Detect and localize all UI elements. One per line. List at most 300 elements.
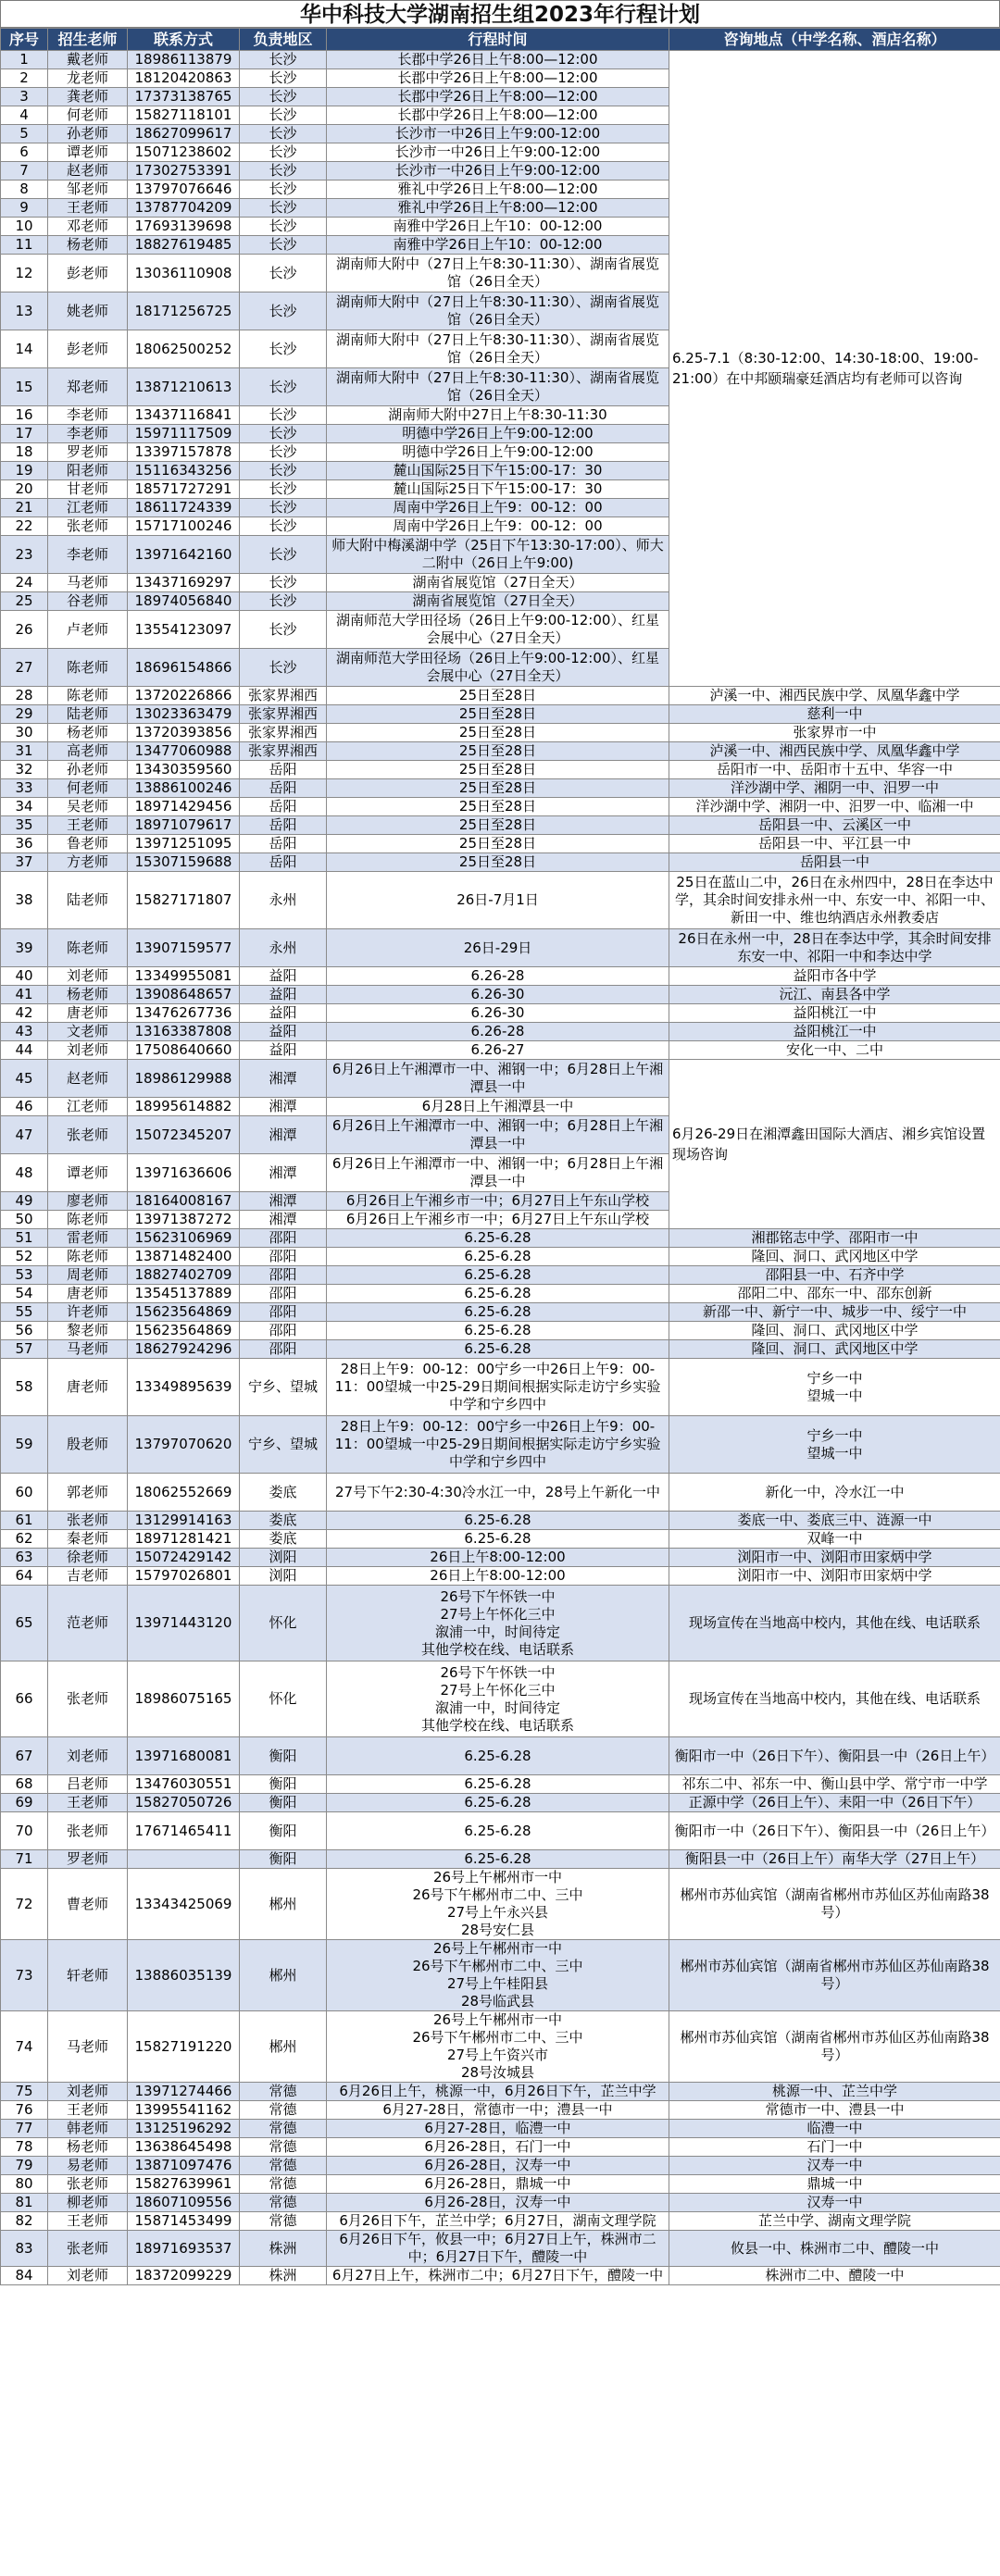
table-row	[1, 1567, 1000, 1586]
teacher-name: 陆老师	[48, 705, 128, 724]
table-row	[1, 835, 1000, 853]
region: 常德	[240, 2212, 327, 2231]
teacher-name: 陈老师	[48, 1248, 128, 1266]
row-number: 77	[1, 2120, 48, 2138]
row-number: 42	[1, 1004, 48, 1023]
region: 长沙	[240, 218, 327, 236]
phone-number: 13430359560	[128, 761, 240, 779]
region: 宁乡、望城	[240, 1416, 327, 1474]
phone-number: 15717100246	[128, 517, 240, 536]
teacher-name: 郑老师	[48, 368, 128, 406]
region: 衡阳	[240, 1775, 327, 1794]
schedule-time: 麓山国际25日下午15:00-17：30	[327, 480, 669, 499]
table-row	[1, 2157, 1000, 2175]
phone-number: 18971281421	[128, 1530, 240, 1549]
schedule-time: 28日上午9：00-12：00宁乡一中26日上午9：00-11：00望城一中25-29日期间根据实际走访宁乡实验中学和宁乡四中	[327, 1416, 669, 1474]
phone-number: 15971117509	[128, 425, 240, 443]
table-row	[1, 742, 1000, 761]
teacher-name: 周老师	[48, 1266, 128, 1285]
row-number: 56	[1, 1322, 48, 1340]
region: 长沙	[240, 611, 327, 649]
schedule-time: 6.25-6.28	[327, 1229, 669, 1248]
phone-number: 13886100246	[128, 779, 240, 798]
schedule-time: 南雅中学26日上午10：00-12:00	[327, 218, 669, 236]
schedule-time: 雅礼中学26日上午8:00—12:00	[327, 180, 669, 199]
table-row	[1, 2138, 1000, 2157]
region: 怀化	[240, 1661, 327, 1737]
row-number: 69	[1, 1794, 48, 1812]
phone-number: 18171256725	[128, 292, 240, 330]
row-number: 71	[1, 1850, 48, 1869]
row-number: 54	[1, 1285, 48, 1303]
phone-number: 13476030551	[128, 1775, 240, 1794]
region: 衡阳	[240, 1794, 327, 1812]
row-number: 20	[1, 480, 48, 499]
table-row	[1, 1474, 1000, 1512]
phone-number: 13437116841	[128, 406, 240, 425]
schedule-time: 25日至28日	[327, 798, 669, 816]
row-number: 59	[1, 1416, 48, 1474]
teacher-name: 廖老师	[48, 1192, 128, 1211]
row-number: 21	[1, 499, 48, 517]
region: 岳阳	[240, 798, 327, 816]
consult-location: 宁乡一中 望城一中	[669, 1416, 1000, 1474]
teacher-name: 陈老师	[48, 687, 128, 705]
teacher-name: 孙老师	[48, 761, 128, 779]
schedule-time: 28日上午9：00-12：00宁乡一中26日上午9：00-11：00望城一中25-29日期间根据实际走访宁乡实验中学和宁乡四中	[327, 1359, 669, 1416]
region: 岳阳	[240, 835, 327, 853]
teacher-name: 唐老师	[48, 1004, 128, 1023]
schedule-time: 湖南师范大学田径场（26日上午9:00-12:00）、红星会展中心（27日全天）	[327, 649, 669, 687]
consult-location: 益阳桃江一中	[669, 1004, 1000, 1023]
teacher-name: 范老师	[48, 1586, 128, 1661]
row-number: 55	[1, 1303, 48, 1322]
teacher-name: 龙老师	[48, 69, 128, 88]
table-row	[1, 1586, 1000, 1661]
consult-location: 正源中学（26日上午）、耒阳一中（26日下午）	[669, 1794, 1000, 1812]
schedule-time: 26号下午怀铁一中 27号上午怀化三中 溆浦一中，时间待定 其他学校在线、电话联系	[327, 1661, 669, 1737]
teacher-name: 谭老师	[48, 143, 128, 162]
phone-number: 18372099229	[128, 2267, 240, 2285]
row-number: 18	[1, 443, 48, 462]
teacher-name: 张老师	[48, 517, 128, 536]
teacher-name: 易老师	[48, 2157, 128, 2175]
consult-location: 沅江、南县各中学	[669, 986, 1000, 1004]
table-row	[1, 872, 1000, 929]
row-number: 52	[1, 1248, 48, 1266]
row-number: 40	[1, 967, 48, 986]
row-number: 27	[1, 649, 48, 687]
schedule-time: 25日至28日	[327, 816, 669, 835]
row-number: 3	[1, 88, 48, 106]
phone-number: 13163387808	[128, 1023, 240, 1041]
phone-number: 13476267736	[128, 1004, 240, 1023]
row-number: 8	[1, 180, 48, 199]
consult-location: 芷兰中学、湖南文理学院	[669, 2212, 1000, 2231]
consult-location: 洋沙湖中学、湘阴一中、汨罗一中	[669, 779, 1000, 798]
teacher-name: 陆老师	[48, 872, 128, 929]
phone-number: 13971443120	[128, 1586, 240, 1661]
region: 衡阳	[240, 1737, 327, 1775]
region: 邵阳	[240, 1229, 327, 1248]
teacher-name: 李老师	[48, 406, 128, 425]
teacher-name: 张老师	[48, 1116, 128, 1154]
row-number: 50	[1, 1211, 48, 1229]
schedule-time: 6.26-28	[327, 967, 669, 986]
teacher-name: 轩老师	[48, 1940, 128, 2011]
row-number: 72	[1, 1869, 48, 1940]
phone-number: 13720226866	[128, 687, 240, 705]
phone-number: 13797070620	[128, 1416, 240, 1474]
phone-number: 18995614882	[128, 1098, 240, 1116]
row-number: 2	[1, 69, 48, 88]
table-row	[1, 1359, 1000, 1416]
schedule-time: 长郡中学26日上午8:00—12:00	[327, 106, 669, 125]
teacher-name: 彭老师	[48, 255, 128, 292]
teacher-name: 彭老师	[48, 330, 128, 368]
table-row	[1, 1812, 1000, 1850]
region: 湘潭	[240, 1211, 327, 1229]
teacher-name: 吴老师	[48, 798, 128, 816]
region: 常德	[240, 2101, 327, 2120]
teacher-name: 王老师	[48, 2212, 128, 2231]
schedule-time: 6月26日上午湘潭市一中、湘钢一中；6月28日上午湘潭县一中	[327, 1154, 669, 1192]
row-number: 28	[1, 687, 48, 705]
schedule-time: 6.25-6.28	[327, 1248, 669, 1266]
consult-location: 新邵一中、新宁一中、城步一中、绥宁一中	[669, 1303, 1000, 1322]
phone-number: 13871097476	[128, 2157, 240, 2175]
table-row	[1, 1303, 1000, 1322]
table-row	[1, 967, 1000, 986]
table-row	[1, 705, 1000, 724]
phone-number: 13971642160	[128, 536, 240, 574]
row-number: 41	[1, 986, 48, 1004]
teacher-name: 阳老师	[48, 462, 128, 480]
row-number: 67	[1, 1737, 48, 1775]
teacher-name: 杨老师	[48, 2138, 128, 2157]
consult-location: 浏阳市一中、浏阳市田家炳中学	[669, 1567, 1000, 1586]
region: 长沙	[240, 574, 327, 592]
consult-location: 新化一中，冷水江一中	[669, 1474, 1000, 1512]
teacher-name: 郭老师	[48, 1474, 128, 1512]
phone-number: 13971387272	[128, 1211, 240, 1229]
row-number: 68	[1, 1775, 48, 1794]
table-row	[1, 1794, 1000, 1812]
phone-number: 13971274466	[128, 2083, 240, 2101]
region: 长沙	[240, 199, 327, 218]
schedule-time: 湖南师大附中（27日上午8:30-11:30）、湖南省展览馆（26日全天）	[327, 292, 669, 330]
table-row	[1, 1549, 1000, 1567]
schedule-time: 湖南省展览馆（27日全天）	[327, 592, 669, 611]
phone-number: 15116343256	[128, 462, 240, 480]
schedule-time: 26号上午郴州市一中 26号下午郴州市二中、三中 27号上午资兴市 28号汝城县	[327, 2011, 669, 2083]
schedule-time: 6.25-6.28	[327, 1266, 669, 1285]
phone-number: 18827402709	[128, 1266, 240, 1285]
teacher-name: 唐老师	[48, 1359, 128, 1416]
phone-number: 15072429142	[128, 1549, 240, 1567]
row-number: 14	[1, 330, 48, 368]
schedule-time: 6月26日上午湘潭市一中、湘钢一中；6月28日上午湘潭县一中	[327, 1116, 669, 1154]
schedule-time: 26日-7月1日	[327, 872, 669, 929]
region: 湘潭	[240, 1098, 327, 1116]
phone-number: 17373138765	[128, 88, 240, 106]
region: 长沙	[240, 462, 327, 480]
schedule-time: 长沙市一中26日上午9:00-12:00	[327, 125, 669, 143]
consult-location: 现场宣传在当地高中校内，其他在线、电话联系	[669, 1661, 1000, 1737]
region: 长沙	[240, 406, 327, 425]
consult-location: 郴州市苏仙宾馆（湖南省郴州市苏仙区苏仙南路38号）	[669, 2011, 1000, 2083]
phone-number: 15827191220	[128, 2011, 240, 2083]
region: 宁乡、望城	[240, 1359, 327, 1416]
region: 邵阳	[240, 1266, 327, 1285]
teacher-name: 刘老师	[48, 967, 128, 986]
teacher-name: 马老师	[48, 1340, 128, 1359]
teacher-name: 刘老师	[48, 1041, 128, 1060]
teacher-name: 谭老师	[48, 1154, 128, 1192]
region: 衡阳	[240, 1812, 327, 1850]
table-row	[1, 853, 1000, 872]
region: 长沙	[240, 236, 327, 255]
row-number: 17	[1, 425, 48, 443]
schedule-time: 6.25-6.28	[327, 1794, 669, 1812]
region: 岳阳	[240, 816, 327, 835]
phone-number: 18627924296	[128, 1340, 240, 1359]
region: 常德	[240, 2120, 327, 2138]
schedule-time: 25日至28日	[327, 835, 669, 853]
row-number: 66	[1, 1661, 48, 1737]
table-row	[1, 51, 1000, 69]
row-number: 37	[1, 853, 48, 872]
phone-number: 17693139698	[128, 218, 240, 236]
consult-location: 岳阳县一中、云溪区一中	[669, 816, 1000, 835]
table-row	[1, 1850, 1000, 1869]
consult-location: 桃源一中、芷兰中学	[669, 2083, 1000, 2101]
teacher-name: 高老师	[48, 742, 128, 761]
phone-number: 13995541162	[128, 2101, 240, 2120]
table-row	[1, 724, 1000, 742]
phone-number: 18986075165	[128, 1661, 240, 1737]
consult-location: 25日在蓝山二中，26日在永州四中，28日在李达中学，其余时间安排永州一中、东安一中、祁阳一中、新田一中、维也纳酒店永州教委店	[669, 872, 1000, 929]
schedule-time: 6.26-28	[327, 1023, 669, 1041]
row-number: 33	[1, 779, 48, 798]
region: 常德	[240, 2194, 327, 2212]
table-row	[1, 1041, 1000, 1060]
phone-number: 13036110908	[128, 255, 240, 292]
row-number: 48	[1, 1154, 48, 1192]
schedule-time: 6.25-6.28	[327, 1285, 669, 1303]
phone-number: 15623564869	[128, 1303, 240, 1322]
schedule-time: 长郡中学26日上午8:00—12:00	[327, 51, 669, 69]
region: 湘潭	[240, 1060, 327, 1098]
row-number: 62	[1, 1530, 48, 1549]
region: 长沙	[240, 517, 327, 536]
phone-number: 13971680081	[128, 1737, 240, 1775]
row-number: 51	[1, 1229, 48, 1248]
phone-number: 18120420863	[128, 69, 240, 88]
phone-number: 13125196292	[128, 2120, 240, 2138]
table-row	[1, 2101, 1000, 2120]
schedule-time: 25日至28日	[327, 742, 669, 761]
table-row	[1, 1512, 1000, 1530]
region: 长沙	[240, 162, 327, 180]
table-row	[1, 798, 1000, 816]
teacher-name: 杨老师	[48, 724, 128, 742]
teacher-name: 王老师	[48, 2101, 128, 2120]
header-no: 序号	[1, 29, 48, 51]
region: 邵阳	[240, 1303, 327, 1322]
consult-location: 张家界市一中	[669, 724, 1000, 742]
region: 益阳	[240, 1004, 327, 1023]
region: 株洲	[240, 2231, 327, 2267]
row-number: 13	[1, 292, 48, 330]
teacher-name: 龚老师	[48, 88, 128, 106]
region: 长沙	[240, 499, 327, 517]
schedule-time: 6.25-6.28	[327, 1850, 669, 1869]
table-row	[1, 1248, 1000, 1266]
teacher-name: 方老师	[48, 853, 128, 872]
phone-number: 13871482400	[128, 1248, 240, 1266]
schedule-time: 明德中学26日上午9:00-12:00	[327, 425, 669, 443]
row-number: 31	[1, 742, 48, 761]
phone-number: 13349955081	[128, 967, 240, 986]
teacher-name: 杨老师	[48, 986, 128, 1004]
teacher-name: 杨老师	[48, 236, 128, 255]
phone-number: 15827639961	[128, 2175, 240, 2194]
consult-location: 26日在永州一中，28日在李达中学，其余时间安排东安一中、祁阳一中和李达中学	[669, 929, 1000, 967]
schedule-time: 6.26-30	[327, 1004, 669, 1023]
phone-number: 18974056840	[128, 592, 240, 611]
phone-number: 13129914163	[128, 1512, 240, 1530]
teacher-name: 黎老师	[48, 1322, 128, 1340]
phone-number: 13437169297	[128, 574, 240, 592]
row-number: 22	[1, 517, 48, 536]
schedule-time: 湖南师大附中（27日上午8:30-11:30）、湖南省展览馆（26日全天）	[327, 368, 669, 406]
consult-location: 慈利一中	[669, 705, 1000, 724]
schedule-time: 6月26-28日，石门一中	[327, 2138, 669, 2157]
teacher-name: 吉老师	[48, 1567, 128, 1586]
teacher-name: 谷老师	[48, 592, 128, 611]
table-row	[1, 761, 1000, 779]
schedule-time: 26号下午怀铁一中 27号上午怀化三中 溆浦一中，时间待定 其他学校在线、电话联系	[327, 1586, 669, 1661]
region: 长沙	[240, 425, 327, 443]
schedule-time: 湖南省展览馆（27日全天）	[327, 574, 669, 592]
consult-location-merged: 6月26-29日在湘潭鑫田国际大酒店、湘乡宾馆设置现场咨询	[669, 1060, 1000, 1229]
schedule-time: 25日至28日	[327, 853, 669, 872]
teacher-name: 姚老师	[48, 292, 128, 330]
table-row	[1, 2083, 1000, 2101]
phone-number: 15071238602	[128, 143, 240, 162]
schedule-time: 6.25-6.28	[327, 1340, 669, 1359]
region: 郴州	[240, 1869, 327, 1940]
schedule-time: 长郡中学26日上午8:00—12:00	[327, 69, 669, 88]
schedule-time: 6月26日上午湘乡市一中；6月27日上午东山学校	[327, 1211, 669, 1229]
region: 岳阳	[240, 853, 327, 872]
row-number: 25	[1, 592, 48, 611]
region: 益阳	[240, 986, 327, 1004]
consult-location: 安化一中、二中	[669, 1041, 1000, 1060]
phone-number: 13797076646	[128, 180, 240, 199]
consult-location: 衡阳市一中（26日下午）、衡阳县一中（26日上午）	[669, 1812, 1000, 1850]
phone-number: 17671465411	[128, 1812, 240, 1850]
schedule-time: 26日-29日	[327, 929, 669, 967]
phone-number: 13787704209	[128, 199, 240, 218]
region: 衡阳	[240, 1850, 327, 1869]
region: 张家界湘西	[240, 724, 327, 742]
region: 郴州	[240, 1940, 327, 2011]
region: 长沙	[240, 480, 327, 499]
phone-number: 18986113879	[128, 51, 240, 69]
phone-number: 13545137889	[128, 1285, 240, 1303]
row-number: 4	[1, 106, 48, 125]
phone-number: 18627099617	[128, 125, 240, 143]
table-row	[1, 986, 1000, 1004]
header-phone: 联系方式	[128, 29, 240, 51]
schedule-time: 25日至28日	[327, 687, 669, 705]
schedule-time: 6月26-28日，鼎城一中	[327, 2175, 669, 2194]
schedule-time: 湖南师大附中（27日上午8:30-11:30）、湖南省展览馆（26日全天）	[327, 330, 669, 368]
phone-number: 13349895639	[128, 1359, 240, 1416]
row-number: 57	[1, 1340, 48, 1359]
row-number: 15	[1, 368, 48, 406]
row-number: 1	[1, 51, 48, 69]
consult-location: 双峰一中	[669, 1530, 1000, 1549]
row-number: 84	[1, 2267, 48, 2285]
row-number: 32	[1, 761, 48, 779]
schedule-time: 湖南师大附中（27日上午8:30-11:30）、湖南省展览馆（26日全天）	[327, 255, 669, 292]
schedule-time: 湖南师大附中27日上午8:30-11:30	[327, 406, 669, 425]
region: 长沙	[240, 292, 327, 330]
region: 长沙	[240, 143, 327, 162]
row-number: 36	[1, 835, 48, 853]
schedule-time: 25日至28日	[327, 779, 669, 798]
table-row	[1, 1416, 1000, 1474]
row-number: 74	[1, 2011, 48, 2083]
table-row	[1, 687, 1000, 705]
table-row	[1, 1266, 1000, 1285]
teacher-name: 王老师	[48, 199, 128, 218]
consult-location: 浏阳市一中、浏阳市田家炳中学	[669, 1549, 1000, 1567]
table-row	[1, 1060, 1000, 1098]
row-number: 64	[1, 1567, 48, 1586]
phone-number: 15072345207	[128, 1116, 240, 1154]
schedule-time: 6.25-6.28	[327, 1530, 669, 1549]
row-number: 82	[1, 2212, 48, 2231]
consult-location: 攸县一中、株洲市二中、醴陵一中	[669, 2231, 1000, 2267]
region: 湘潭	[240, 1116, 327, 1154]
table-row	[1, 1661, 1000, 1737]
schedule-time: 6.25-6.28	[327, 1322, 669, 1340]
consult-location: 泸溪一中、湘西民族中学、凤凰华鑫中学	[669, 742, 1000, 761]
row-number: 16	[1, 406, 48, 425]
phone-number: 18971079617	[128, 816, 240, 835]
table-row	[1, 1530, 1000, 1549]
phone-number: 13343425069	[128, 1869, 240, 1940]
schedule-time: 26日上午8:00-12:00	[327, 1567, 669, 1586]
row-number: 79	[1, 2157, 48, 2175]
schedule-time: 6月26-28日，汉寿一中	[327, 2157, 669, 2175]
region: 长沙	[240, 592, 327, 611]
schedule-time: 明德中学26日上午9:00-12:00	[327, 443, 669, 462]
consult-location: 祁东二中、祁东一中、衡山县中学、常宁市一中学	[669, 1775, 1000, 1794]
row-number: 35	[1, 816, 48, 835]
region: 长沙	[240, 125, 327, 143]
consult-location: 岳阳县一中	[669, 853, 1000, 872]
region: 张家界湘西	[240, 687, 327, 705]
schedule-time: 6月26日下午，攸县一中；6月27日上午，株洲市二中；6月27日下午，醴陵一中	[327, 2231, 669, 2267]
phone-number: 17508640660	[128, 1041, 240, 1060]
region: 娄底	[240, 1474, 327, 1512]
teacher-name: 江老师	[48, 499, 128, 517]
